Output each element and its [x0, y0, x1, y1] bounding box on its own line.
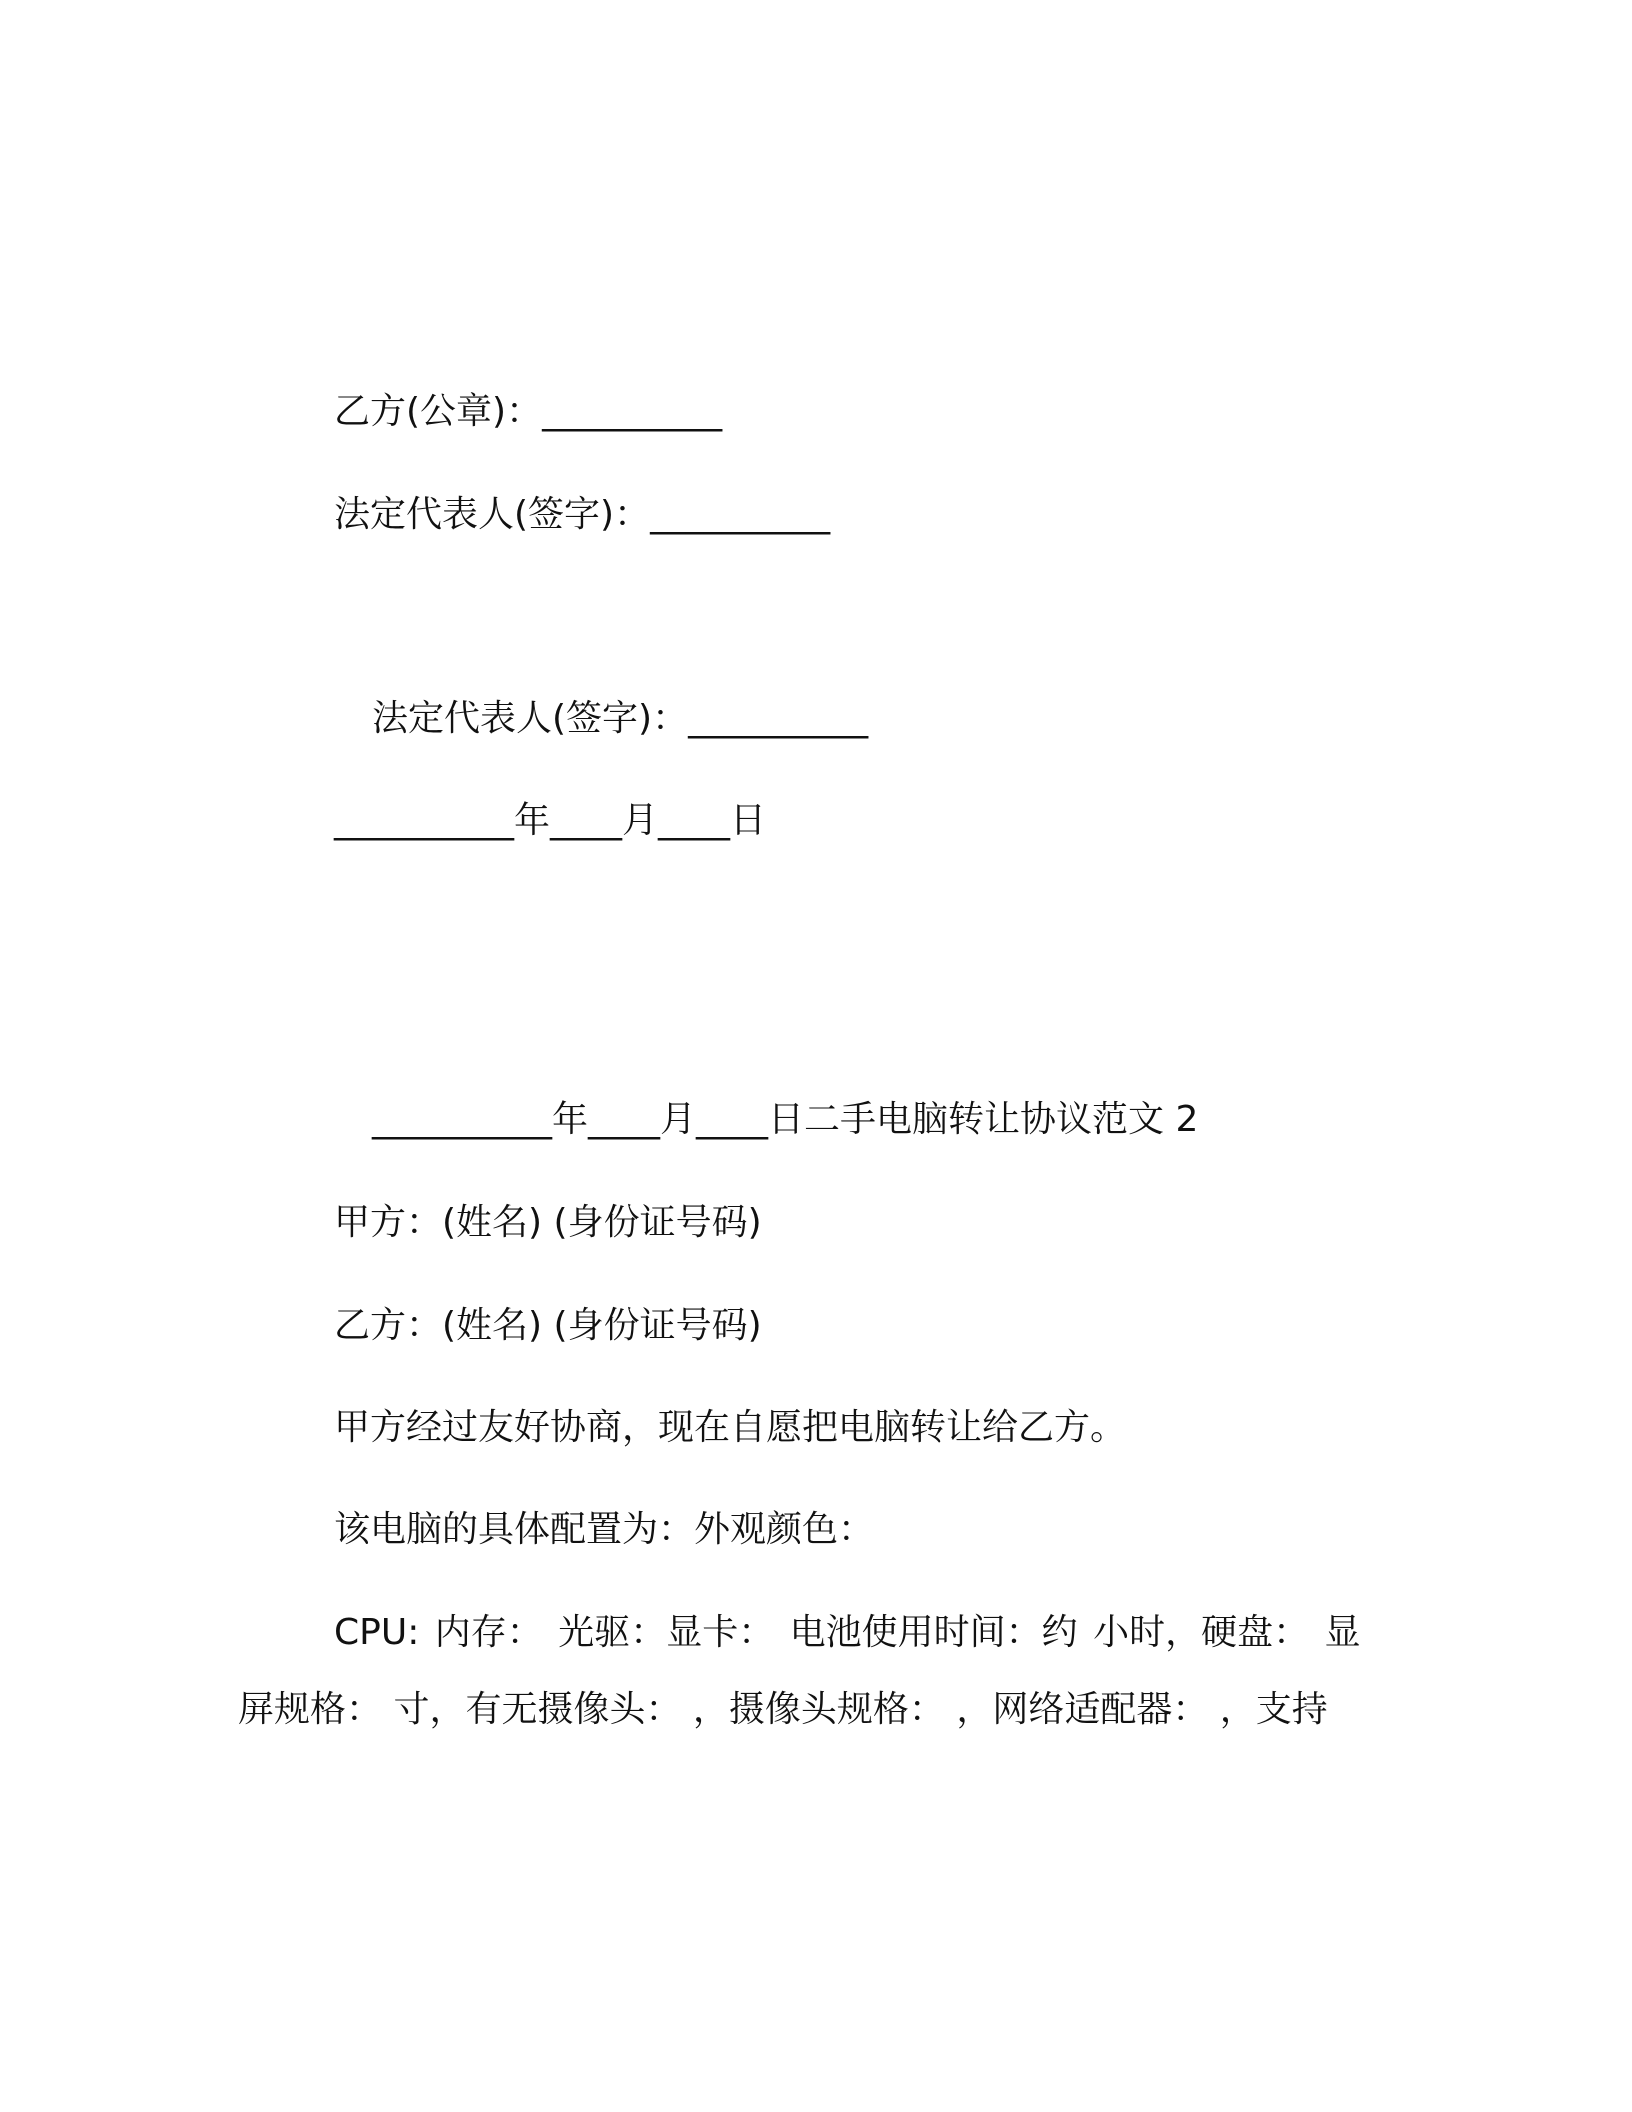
signature-date-line: __________年____月____日	[334, 800, 766, 841]
agreement-statement: 甲方经过友好协商，现在自愿把电脑转让给乙方。	[334, 1407, 1127, 1448]
party-a-line: 甲方：(姓名) (身份证号码)	[334, 1202, 762, 1243]
legal-representative-signature-line-2: 法定代表人(签字)：__________	[372, 698, 869, 739]
party-b-seal-line: 乙方(公章)：__________	[334, 391, 723, 432]
legal-representative-signature-line: 法定代表人(签字)：__________	[334, 494, 831, 535]
agreement-title-line: __________年____月____日二手电脑转让协议范文 2	[372, 1099, 1199, 1140]
configuration-intro: 该电脑的具体配置为：外观颜色：	[334, 1509, 875, 1550]
specs-paragraph-line-1: CPU: 内存： 光驱：显卡： 电池使用时间：约 小时，硬盘： 显	[334, 1612, 1361, 1653]
party-b-line: 乙方：(姓名) (身份证号码)	[334, 1305, 762, 1346]
specs-paragraph-line-2: 屏规格： 寸，有无摄像头： ，摄像头规格： ，网络适配器： ，支持	[238, 1689, 1328, 1730]
